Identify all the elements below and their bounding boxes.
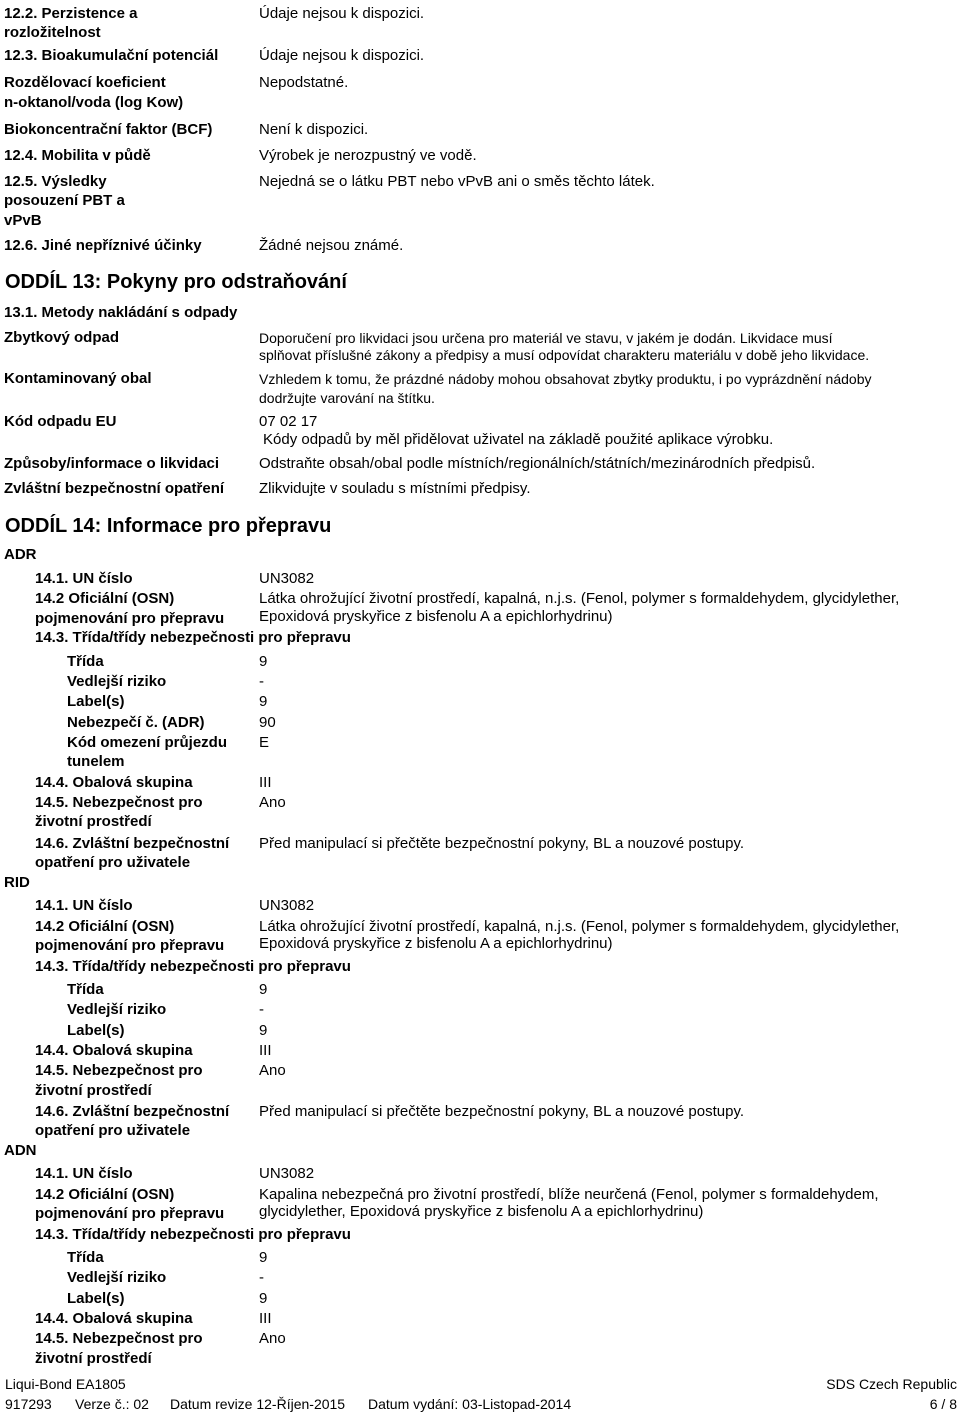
adr-env-label-1: 14.5. Nebezpečnost pro: [35, 794, 203, 811]
adn-osn-label-1: 14.2 Oficiální (OSN): [35, 1186, 175, 1203]
rid-osn-value-2: Epoxidová pryskyřice z bisfenolu A a epichlorhydrinu): [259, 935, 613, 952]
adr-tunnel-label-1: Kód omezení průjezdu: [67, 734, 228, 751]
adr-un-value: UN3082: [259, 570, 315, 587]
rid-env-label-2: životní prostředí: [35, 1082, 152, 1099]
s12-other-effects-value: Žádné nejsou známé.: [259, 237, 404, 254]
s12-bioaccumulation-value: Údaje nejsou k dispozici.: [259, 47, 425, 64]
adn-subsidiary-label: Vedlejší riziko: [67, 1269, 167, 1286]
s12-logkow-value: Nepodstatné.: [259, 74, 349, 91]
adn-un-label: 14.1. UN číslo: [35, 1165, 133, 1182]
footer-product: Liqui-Bond EA1805: [5, 1376, 126, 1392]
rid-heading: RID: [4, 874, 30, 891]
adn-osn-label-2: pojmenování pro přepravu: [35, 1205, 225, 1222]
rid-osn-value-1: Látka ohrožující životní prostředí, kapalná, n.j.s. (Fenol, polymer s formaldehydem, glycidylether,: [259, 918, 900, 935]
adr-osn-value-1: Látka ohrožující životní prostředí, kapalná, n.j.s. (Fenol, polymer s formaldehydem, glycidylether,: [259, 590, 900, 607]
adr-tunnel-value: E: [259, 734, 270, 751]
adr-class-label: 14.3. Třída/třídy nebezpečnosti pro přepravu: [35, 629, 351, 646]
rid-class-label: 14.3. Třída/třídy nebezpečnosti pro přepravu: [35, 958, 351, 975]
adn-env-label-1: 14.5. Nebezpečnost pro: [35, 1330, 203, 1347]
footer-code: 917293: [5, 1396, 52, 1412]
s12-pbt-value: Nejedná se o látku PBT nebo vPvB ani o směs těchto látek.: [259, 173, 655, 190]
s12-bcf-label: Biokoncentrační faktor (BCF): [4, 121, 213, 138]
s13-contaminated-label: Kontaminovaný obal: [4, 370, 152, 387]
s13-residual-label: Zbytkový odpad: [4, 329, 120, 346]
rid-trida-value: 9: [259, 981, 268, 998]
adr-hazard-no-value: 90: [259, 714, 276, 731]
rid-special-value: Před manipulací si přečtěte bezpečnostní pokyny, BL a nouzové postupy.: [259, 1103, 745, 1120]
adn-osn-value-1: Kapalina nebezpečná pro životní prostředí, blíže neurčená (Fenol, polymer s formaldehydem,: [259, 1186, 879, 1203]
adr-osn-label-2: pojmenování pro přepravu: [35, 610, 225, 627]
footer-issue-date: Datum vydání: 03-Listopad-2014: [368, 1396, 572, 1412]
section-14-title: ODDÍL 14: Informace pro přepravu: [5, 515, 332, 537]
rid-special-label-2: opatření pro uživatele: [35, 1122, 191, 1139]
adn-un-value: UN3082: [259, 1165, 315, 1182]
adn-labels-label: Label(s): [67, 1290, 125, 1307]
s13-contaminated-value-2: dodržujte varování na štítku.: [259, 390, 435, 406]
s13-residual-value-1: Doporučení pro likvidaci jsou určena pro materiál ve stavu, v jakém je dodán. Likvidace musí: [259, 330, 833, 346]
adr-subsidiary-value: -: [259, 673, 264, 690]
s12-pbt-label-3: vPvB: [4, 212, 42, 229]
rid-special-label-1: 14.6. Zvláštní bezpečnostní: [35, 1103, 230, 1120]
s13-eu-code-value: 07 02 17: [259, 413, 318, 430]
rid-labels-label: Label(s): [67, 1022, 125, 1039]
footer-version: Verze č.: 02: [75, 1396, 149, 1412]
adn-subsidiary-value: -: [259, 1269, 264, 1286]
adn-osn-value-2: glycidylether, Epoxidová pryskyřice z bisfenolu A a epichlorhydrinu): [259, 1203, 704, 1220]
s13-contaminated-value-1: Vzhledem k tomu, že prázdné nádoby mohou obsahovat zbytky produktu, i po vyprázdnění nádoby: [259, 371, 872, 387]
s12-other-effects-label: 12.6. Jiné nepříznivé účinky: [4, 237, 202, 254]
s13-eu-code-label: Kód odpadu EU: [4, 413, 117, 430]
adn-packing-label: 14.4. Obalová skupina: [35, 1310, 193, 1327]
adr-heading: ADR: [4, 546, 37, 563]
adr-trida-label: Třída: [67, 653, 104, 670]
adr-packing-label: 14.4. Obalová skupina: [35, 774, 193, 791]
s13-eu-code-note: Kódy odpadů by měl přidělovat uživatel na základě použité aplikace výrobku.: [263, 431, 774, 448]
rid-osn-label-1: 14.2 Oficiální (OSN): [35, 918, 175, 935]
adn-heading: ADN: [4, 1142, 37, 1159]
rid-subsidiary-value: -: [259, 1001, 264, 1018]
s12-persistence-value: Údaje nejsou k dispozici.: [259, 5, 425, 22]
rid-packing-label: 14.4. Obalová skupina: [35, 1042, 193, 1059]
adn-trida-value: 9: [259, 1249, 268, 1266]
section-13-title: ODDÍL 13: Pokyny pro odstraňování: [5, 271, 347, 293]
s12-mobility-label: 12.4. Mobilita v půdě: [4, 147, 151, 164]
adr-special-value: Před manipulací si přečtěte bezpečnostní pokyny, BL a nouzové postupy.: [259, 835, 745, 852]
s13-subtitle: 13.1. Metody nakládání s odpady: [4, 304, 238, 321]
adr-osn-value-2: Epoxidová pryskyřice z bisfenolu A a epichlorhydrinu): [259, 608, 613, 625]
footer-revision-date: Datum revize 12-Říjen-2015: [170, 1396, 346, 1412]
footer-sds: SDS Czech Republic: [826, 1376, 957, 1392]
adn-env-value: Ano: [259, 1330, 286, 1347]
rid-un-label: 14.1. UN číslo: [35, 897, 133, 914]
s13-residual-value-2: splňovat příslušné zákony a předpisy a musí odpovídat charakteru materiálu v době jeho likvidace.: [259, 347, 870, 363]
s13-methods-label: Způsoby/informace o likvidaci: [4, 455, 220, 472]
s13-methods-value: Odstraňte obsah/obal podle místních/regionálních/státních/mezinárodních předpisů.: [259, 455, 816, 472]
rid-env-label-1: 14.5. Nebezpečnost pro: [35, 1062, 203, 1079]
s12-pbt-label-2: posouzení PBT a: [4, 192, 125, 209]
adr-un-label: 14.1. UN číslo: [35, 570, 133, 587]
adr-env-label-2: životní prostředí: [35, 813, 152, 830]
adr-tunnel-label-2: tunelem: [67, 753, 125, 770]
s12-bcf-value: Není k dispozici.: [259, 121, 369, 138]
adn-trida-label: Třída: [67, 1249, 104, 1266]
s12-logkow-label-1: Rozdělovací koeficient: [4, 74, 166, 91]
adn-packing-value: III: [259, 1310, 272, 1327]
adn-env-label-2: životní prostředí: [35, 1350, 152, 1367]
rid-env-value: Ano: [259, 1062, 286, 1079]
adr-special-label-2: opatření pro uživatele: [35, 854, 191, 871]
s13-special-label: Zvláštní bezpečnostní opatření: [4, 480, 225, 497]
s13-special-value: Zlikvidujte v souladu s místními předpisy.: [259, 480, 531, 497]
adr-hazard-no-label: Nebezpečí č. (ADR): [67, 714, 205, 731]
rid-labels-value: 9: [259, 1022, 268, 1039]
s12-persistence-label-1: 12.2. Perzistence a: [4, 5, 138, 22]
adr-labels-value: 9: [259, 693, 268, 710]
adn-class-label: 14.3. Třída/třídy nebezpečnosti pro přepravu: [35, 1226, 351, 1243]
s12-mobility-value: Výrobek je nerozpustný ve vodě.: [259, 147, 477, 164]
adr-trida-value: 9: [259, 653, 268, 670]
s12-pbt-label-1: 12.5. Výsledky: [4, 173, 107, 190]
adr-special-label-1: 14.6. Zvláštní bezpečnostní: [35, 835, 230, 852]
rid-un-value: UN3082: [259, 897, 315, 914]
rid-trida-label: Třída: [67, 981, 104, 998]
adr-subsidiary-label: Vedlejší riziko: [67, 673, 167, 690]
s12-logkow-label-2: n-oktanol/voda (log Kow): [4, 94, 184, 111]
rid-osn-label-2: pojmenování pro přepravu: [35, 937, 225, 954]
rid-packing-value: III: [259, 1042, 272, 1059]
footer-page-number: 6 / 8: [929, 1396, 957, 1412]
adr-osn-label-1: 14.2 Oficiální (OSN): [35, 590, 175, 607]
adr-packing-value: III: [259, 774, 272, 791]
adr-labels-label: Label(s): [67, 693, 125, 710]
s12-persistence-label-2: rozložitelnost: [4, 24, 101, 41]
adn-labels-value: 9: [259, 1290, 268, 1307]
adr-env-value: Ano: [259, 794, 286, 811]
rid-subsidiary-label: Vedlejší riziko: [67, 1001, 167, 1018]
s12-bioaccumulation-label: 12.3. Bioakumulační potenciál: [4, 47, 219, 64]
